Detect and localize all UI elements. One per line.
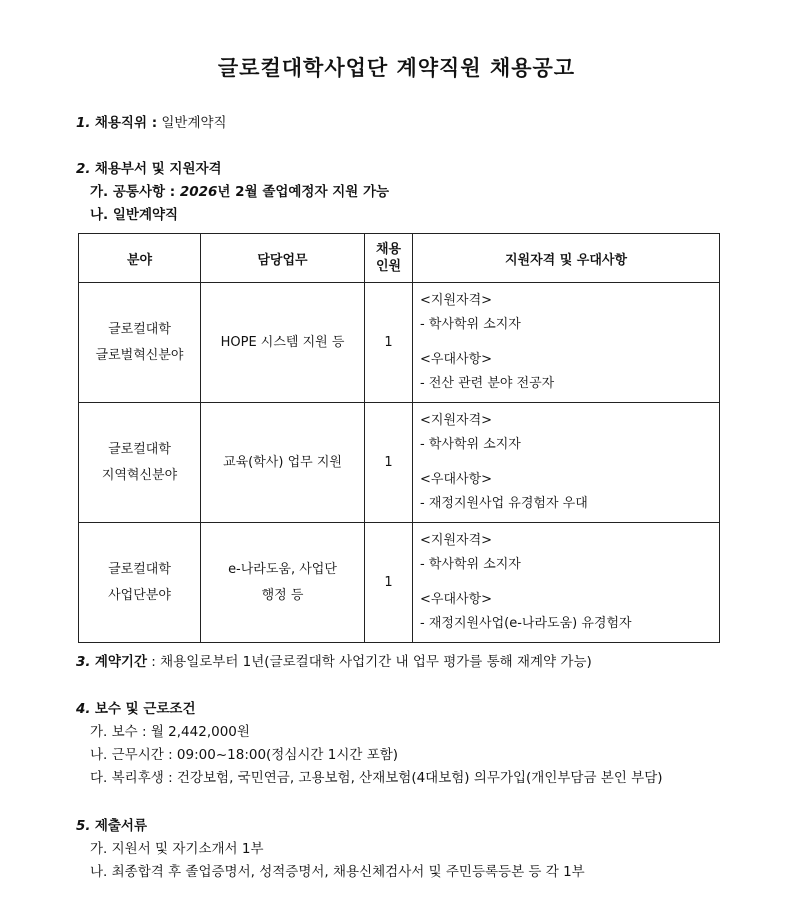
work-hours-item: 나. 근무시간 : 09:00~18:00(정심시간 1시간 포함)	[90, 747, 399, 763]
header-count	[365, 234, 413, 283]
salary-item: 가. 보수 : 월 2,442,000원	[90, 724, 250, 740]
common-suffix: 졸업예정자 지원 가능	[262, 184, 390, 200]
duty-cell	[201, 403, 365, 523]
qual-head: <지원자격>	[420, 413, 493, 428]
common-year: 2026	[179, 184, 218, 200]
qual-head: <지원자격>	[420, 533, 493, 548]
benefits-item: 다. 복리후생 : 건강보험, 국민연금, 고용보험, 산재보험(4대보험) 의무가입(개인부담금 본인 부담)	[90, 770, 663, 786]
field-line-2: 글로벌혁신분야	[95, 347, 184, 363]
section-1-value: 일반계약직	[161, 115, 227, 131]
header-duty: 담당업무	[201, 234, 365, 283]
field-line-2: 지역혁신분야	[101, 467, 178, 483]
header-qual: 지원자격 및 우대사항	[413, 234, 720, 283]
pref-head: <우대사항>	[420, 592, 493, 607]
field-cell	[79, 283, 201, 403]
common-month: 2월	[235, 184, 258, 200]
qual-head: <지원자격>	[420, 293, 493, 308]
field-cell	[79, 523, 201, 643]
page-title: 글로컬대학사업단 계약직원 채용공고	[217, 56, 576, 80]
field-line-2: 사업단분야	[108, 587, 171, 603]
common-year-suffix: 년	[217, 184, 231, 200]
duty-cell	[201, 283, 365, 403]
section-2-number: 2.	[76, 161, 91, 177]
field-line-1: 글로컬대학	[108, 441, 171, 457]
section-1-number: 1.	[76, 115, 91, 131]
section-3-label: 계약기간	[94, 654, 147, 670]
qual-item: - 학사학위 소지자	[420, 317, 521, 332]
qual-cell	[413, 283, 720, 403]
section-1-label: 채용직위 :	[94, 115, 158, 131]
header-field: 분야	[79, 234, 201, 283]
section-2-label: 채용부서 및 지원자격	[94, 161, 222, 177]
section-3-number: 3.	[76, 654, 91, 670]
pref-head: <우대사항>	[420, 352, 493, 367]
duty-line-1: HOPE 시스템 지원 등	[220, 334, 345, 350]
section-5-label: 제출서류	[94, 818, 147, 834]
qual-item: - 학사학위 소지자	[420, 437, 521, 452]
qual-item: - 학사학위 소지자	[420, 557, 521, 572]
duty-line-2: 행정 등	[261, 587, 304, 603]
duty-line-1: 교육(학사) 업무 지원	[223, 454, 342, 470]
qual-cell	[413, 403, 720, 523]
count-cell: 1	[365, 403, 413, 523]
section-4	[76, 700, 196, 718]
field-line-1: 글로컬대학	[108, 321, 171, 337]
section-3	[76, 653, 592, 671]
header-count-line1: 채용	[375, 242, 402, 257]
duty-cell	[201, 523, 365, 643]
section-4-number: 4.	[76, 701, 91, 717]
section-5	[76, 817, 147, 835]
qual-cell	[413, 523, 720, 643]
pref-head: <우대사항>	[420, 472, 493, 487]
table-row	[79, 403, 720, 523]
count-cell: 1	[365, 523, 413, 643]
common-prefix: 가. 공통사항 :	[90, 184, 176, 200]
section-5-number: 5.	[76, 818, 91, 834]
count-cell: 1	[365, 283, 413, 403]
pref-item: - 재정지원사업 유경험자 우대	[420, 496, 588, 511]
section-3-value: : 채용일로부터 1년(글로컬대학 사업기간 내 업무 평가를 통해 재계약 가능)	[151, 654, 592, 670]
field-line-1: 글로컬대학	[108, 561, 171, 577]
documents-item: 가. 지원서 및 자기소개서 1부	[90, 841, 264, 857]
duty-line-1: e-나라도움, 사업단	[228, 561, 337, 577]
documents-item: 나. 최종합격 후 졸업증명서, 성적증명서, 채용신체검사서 및 주민등록등본 등 각 1부	[90, 864, 585, 880]
pref-item: - 재정지원사업(e-나라도움) 유경험자	[420, 616, 632, 631]
field-cell	[79, 403, 201, 523]
pref-item: - 전산 관련 분야 전공자	[420, 376, 555, 391]
recruitment-table	[78, 233, 720, 643]
section-4-label: 보수 및 근로조건	[94, 701, 196, 717]
table-row	[79, 523, 720, 643]
header-count-line2: 인원	[375, 259, 402, 274]
general-contract-label: 나. 일반계약직	[90, 207, 179, 223]
section-2	[76, 160, 222, 178]
common-requirements	[90, 183, 389, 201]
table-row	[79, 283, 720, 403]
section-1	[76, 114, 227, 132]
table-header-row	[79, 234, 720, 283]
